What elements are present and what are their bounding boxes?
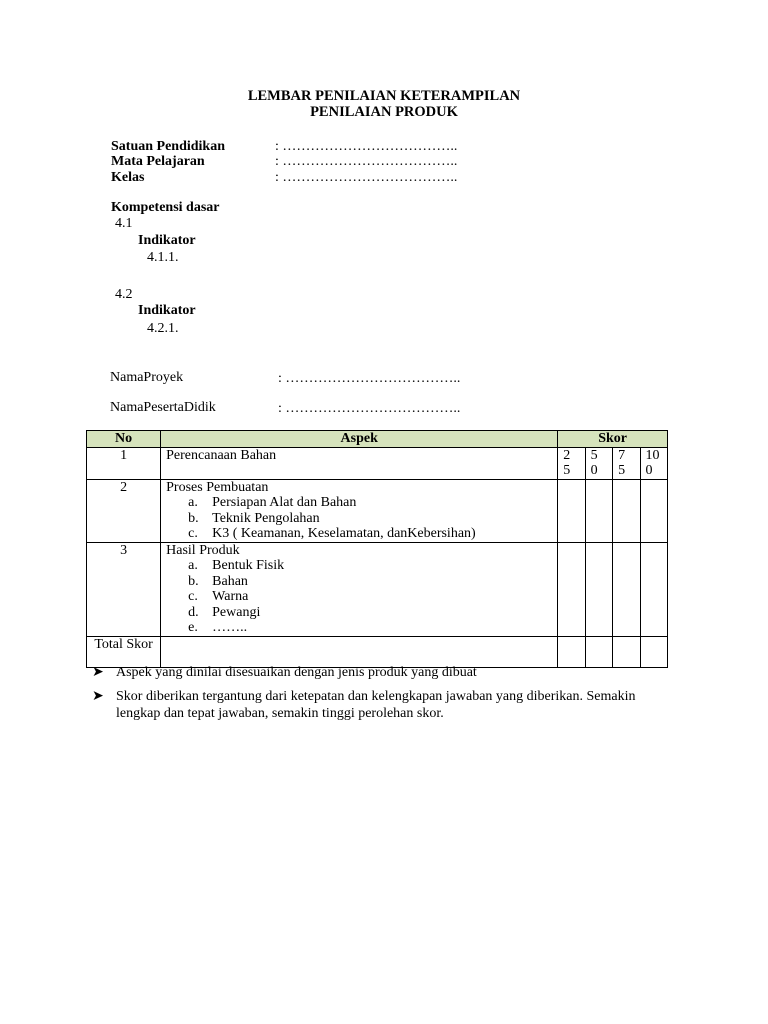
skor-100: 10 0 [640,447,667,479]
indikator-label-1: Indikator [138,233,196,248]
item-letter: c. [188,526,198,541]
skor-cell[interactable] [613,542,640,636]
document-title: LEMBAR PENILAIAN KETERAMPILAN [247,88,521,104]
skor-cell[interactable] [640,479,667,542]
indikator-number-2: 4.2.1. [147,321,179,336]
item-text: Bentuk Fisik [212,558,285,573]
table-row [87,479,668,542]
item-letter: b. [188,510,199,526]
item-letter: d. [188,604,199,620]
item-letter: b. [188,573,199,589]
header-aspek: Aspek [161,431,558,448]
field-value-mapel: : ……………………………….. [275,154,458,169]
item-text: Warna [212,589,249,604]
nama-proyek-label: NamaProyek [110,370,184,385]
aspek-item [166,574,557,590]
skor-cell[interactable] [613,636,640,667]
aspek-cell [161,479,558,542]
row-number: 3 [87,542,161,636]
table-row [87,447,668,479]
skor-cell[interactable] [558,479,585,542]
aspek-title: Proses Pembuatan [166,479,269,495]
arrow-bullet-icon: ➤ [92,665,104,680]
table-header-row [87,431,668,448]
item-letter: c. [188,589,198,604]
skor-cell[interactable] [613,479,640,542]
item-letter: a. [188,495,198,510]
aspek-item [166,511,557,527]
indikator-label-2: Indikator [138,303,196,318]
aspek-title: Perencanaan Bahan [161,447,558,479]
note-item [92,664,662,681]
arrow-bullet-icon: ➤ [92,689,104,704]
table-row [87,542,668,636]
total-skor-label: Total Skor [87,636,161,667]
skor-50: 5 0 [585,447,612,479]
header-no: No [87,431,161,448]
skor-cell[interactable] [558,542,585,636]
total-aspek-cell [161,636,558,667]
field-value-satuan: : ……………………………….. [275,139,458,154]
kompetensi-heading: Kompetensi dasar [111,200,220,215]
skor-cell[interactable] [640,636,667,667]
kd-number-1: 4.1 [115,216,133,231]
kd-number-2: 4.2 [115,287,133,302]
table-row-total [87,636,668,667]
notes-list [92,664,662,729]
nama-peserta-value: : ……………………………….. [278,401,461,416]
item-text: K3 ( Keamanan, Keselamatan, danKebersihan) [212,526,476,541]
indikator-number-1: 4.1.1. [147,250,179,265]
document-subtitle: PENILAIAN PRODUK [310,104,458,120]
skor-cell[interactable] [558,636,585,667]
aspek-item [166,620,557,636]
note-text: Skor diberikan tergantung dari ketepatan dan kelengkapan jawaban yang diberikan. Semakin lengkap dan tepat jawaban, semakin tinggi perolehan skor. [116,689,636,721]
skor-cell[interactable] [640,542,667,636]
skor-cell[interactable] [585,542,612,636]
skor-cell[interactable] [585,479,612,542]
assessment-table [86,430,668,668]
aspek-item [166,589,557,605]
row-number: 1 [87,447,161,479]
item-letter: e. [188,620,198,635]
aspek-title: Hasil Produk [166,542,240,558]
nama-peserta-label: NamaPesertaDidik [110,400,216,415]
field-value-kelas: : ……………………………….. [275,170,458,185]
item-text: Teknik Pengolahan [212,510,320,526]
aspek-item [166,495,557,511]
note-item [92,688,662,722]
item-text: Persiapan Alat dan Bahan [212,495,357,510]
aspek-item [166,526,557,542]
item-text: Pewangi [212,604,261,620]
item-text: …….. [212,620,248,635]
nama-proyek-value: : ……………………………….. [278,371,461,386]
header-skor: Skor [558,431,668,448]
aspek-item [166,558,557,574]
item-text: Bahan [212,573,248,589]
skor-cell[interactable] [585,636,612,667]
skor-75: 7 5 [613,447,640,479]
field-label-satuan: Satuan Pendidikan [111,139,225,154]
field-label-mapel: Mata Pelajaran [111,154,205,169]
item-letter: a. [188,558,198,573]
row-number: 2 [87,479,161,542]
skor-25: 2 5 [558,447,585,479]
aspek-cell [161,542,558,636]
field-label-kelas: Kelas [111,170,145,185]
aspek-item [166,605,557,621]
note-text: Aspek yang dinilai disesuaikan dengan jenis produk yang dibuat [116,665,477,680]
